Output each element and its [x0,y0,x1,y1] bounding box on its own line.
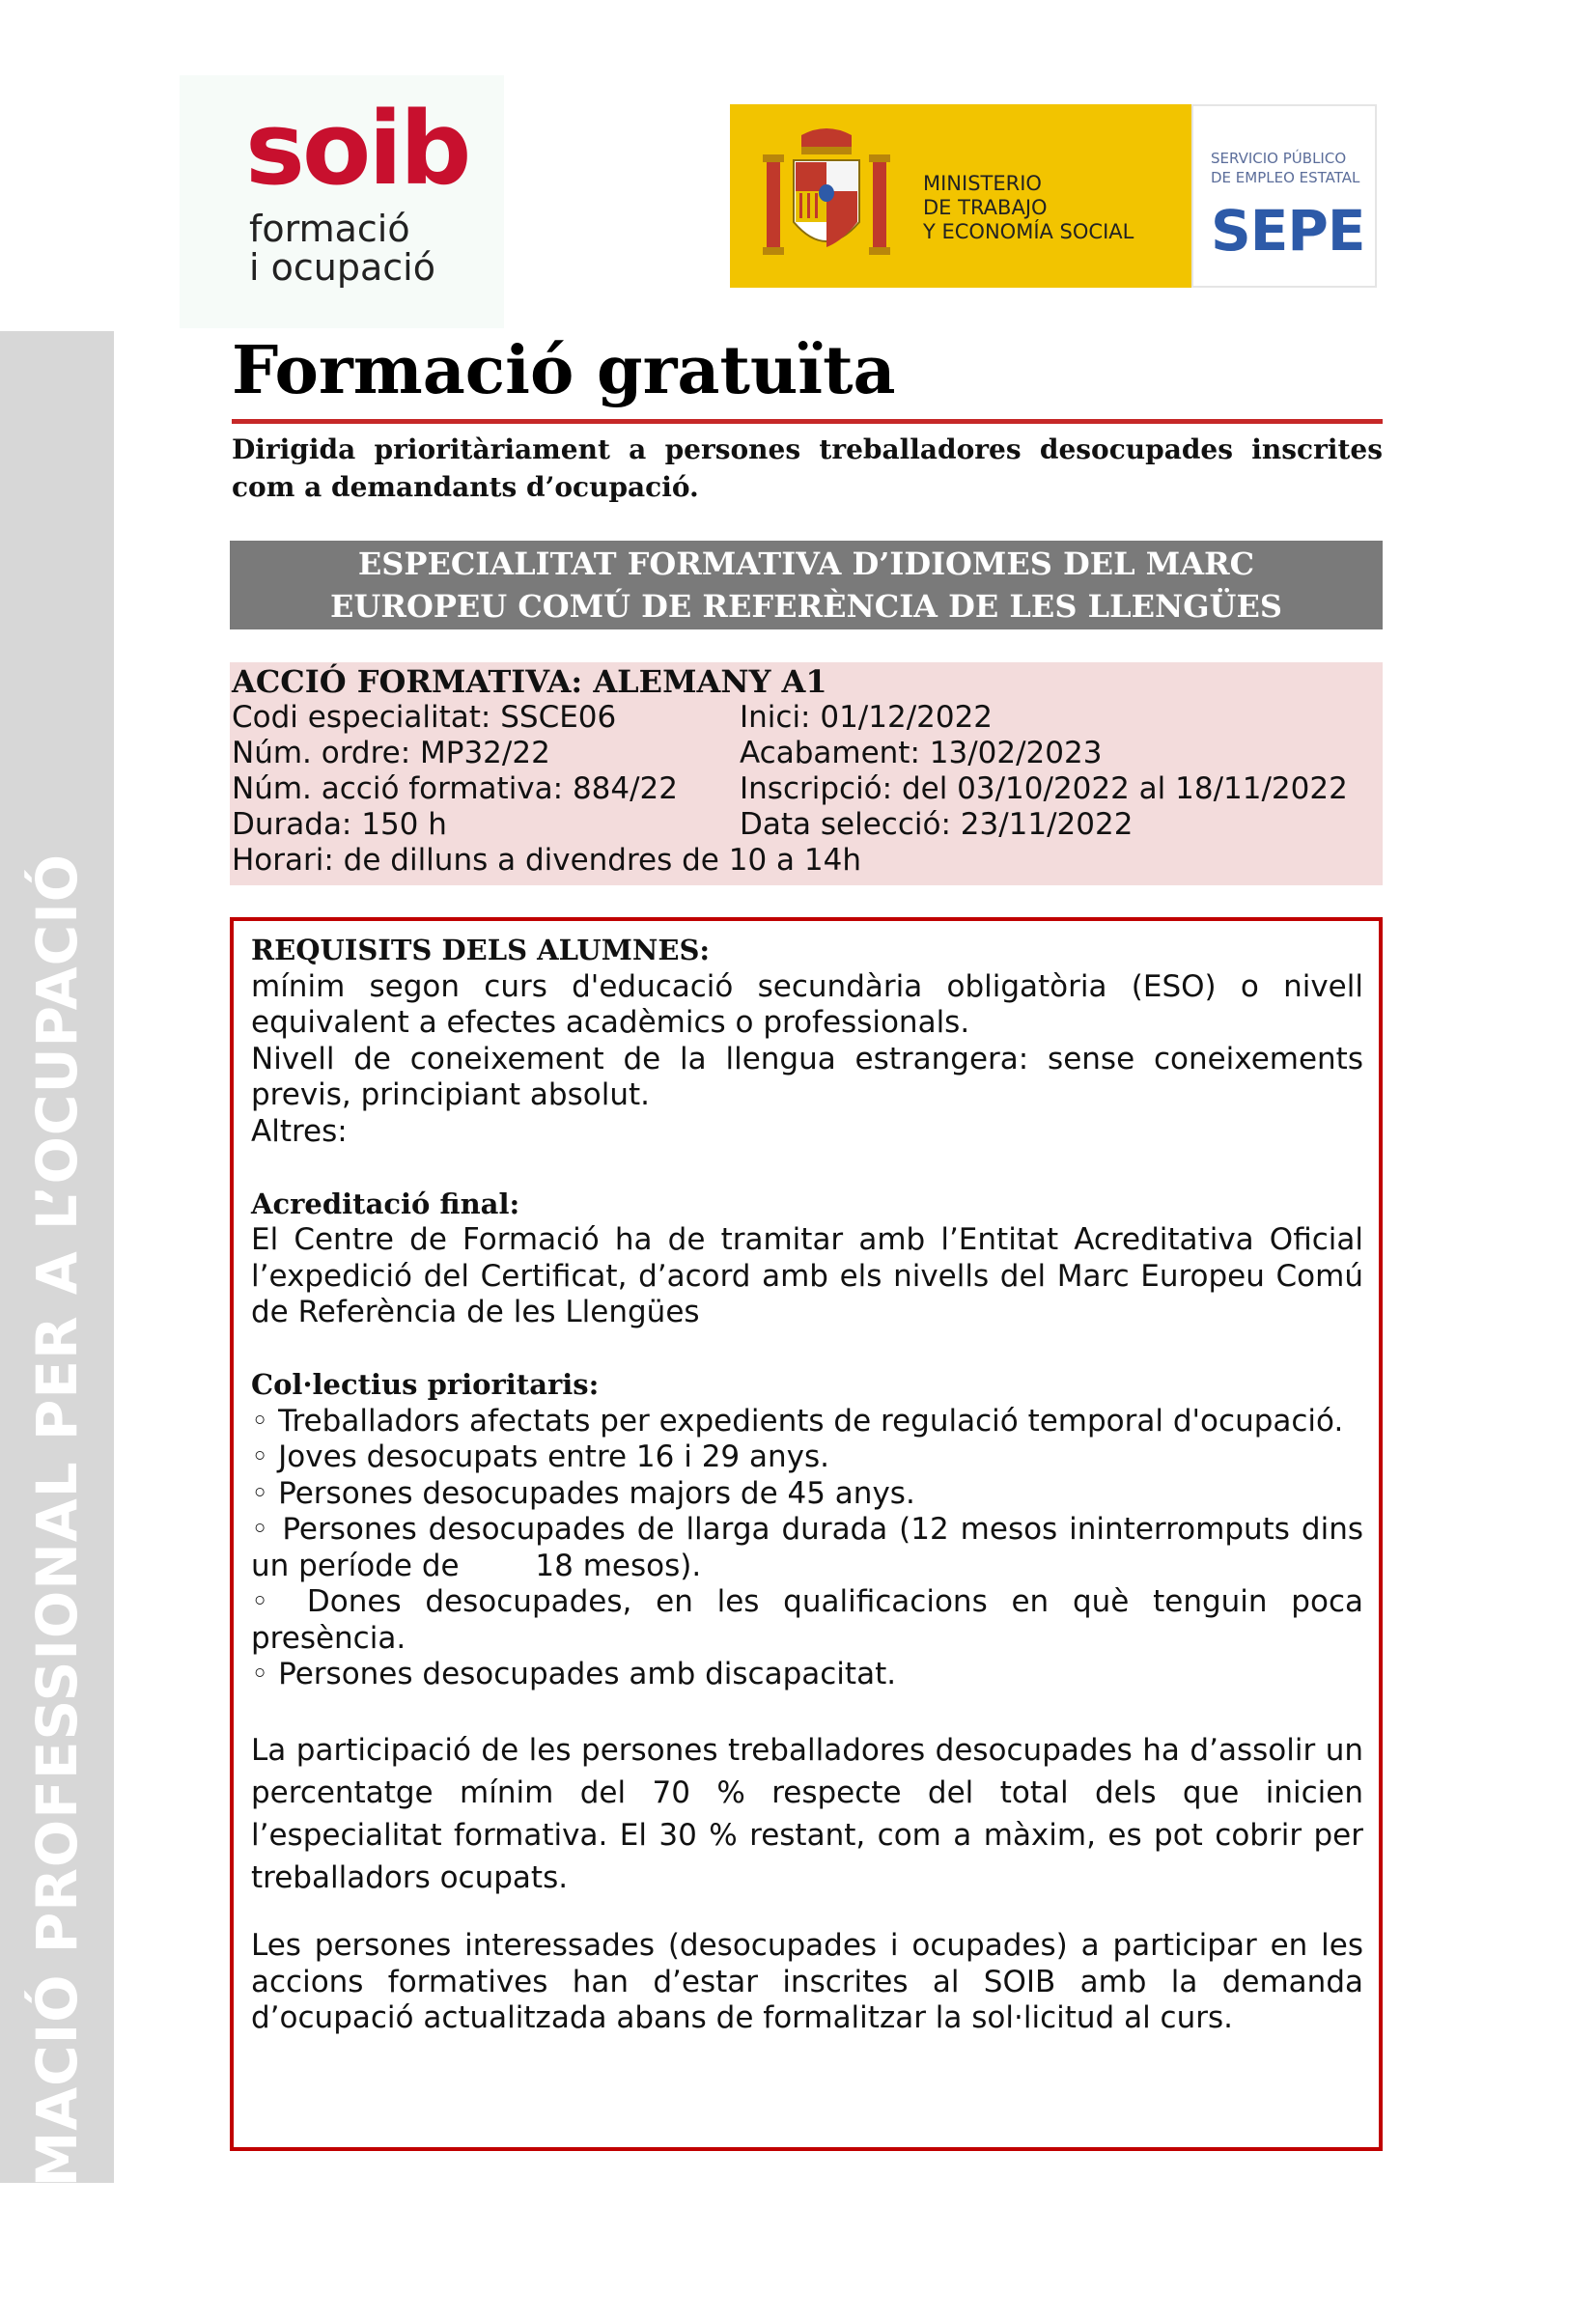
soib-logo-line1: formació [249,208,410,250]
course-end-date: Acabament: 13/02/2023 [740,736,1103,770]
list-item: ◦ Persones desocupades amb discapacitat. [251,1657,897,1691]
course-action-number: Núm. acció formativa: 884/22 [232,771,679,806]
ministry-line1: MINISTERIO [923,172,1042,195]
sepe-logo [1191,104,1377,288]
course-code: Codi especialitat: SSCE06 [232,700,617,735]
requirements-education: mínim segon curs d'educació secundària obligatòria (ESO) o nivell equivalent a efectes acadèmics o professionals. [251,968,1363,1040]
list-item: ◦ Treballadors afectats per expedients de regulació temporal d'ocupació. [251,1403,1344,1439]
requirements-language-level: Nivell de coneixement de la llengua estrangera: sense coneixements previs, principiant absolut. [251,1041,1363,1112]
course-registration-period: Inscripció: del 03/10/2022 al 18/11/2022 [740,771,1348,806]
ministry-logo [730,104,1191,288]
participation-text: La participació de les persones treballadores desocupades ha d’assolir un percentatge mínim del 70 % respecte del total dels que inicien l’especialitat formativa. El 30 % restant, com a màxim, es pot cobrir per treballadors ocupats. [251,1733,1363,1895]
page-title: Formació gratuïta [232,332,896,409]
soib-logo-word: soib [245,90,469,208]
sepe-logo-small [1211,149,1359,187]
list-item: ◦ Joves desocupats entre 16 i 29 anys. [251,1439,829,1474]
course-start-date: Inici: 01/12/2022 [740,700,994,735]
specialty-banner [230,541,1383,629]
course-info-block [230,662,1383,885]
sepe-line2: DE EMPLEO ESTATAL [1211,169,1360,186]
course-order-number: Núm. ordre: MP32/22 [232,736,550,770]
accreditation-heading: Acreditació final: [251,1187,520,1220]
course-selection-date: Data selecció: 23/11/2022 [740,807,1134,842]
requirements-box [230,917,1383,2151]
requirements-heading: REQUISITS DELS ALUMNES: [251,934,711,966]
soib-logo [180,75,504,328]
specialty-banner-line1: ESPECIALITAT FORMATIVA D’IDIOMES DEL MARC [357,545,1255,582]
priority-heading: Col·lectius prioritaris: [251,1368,600,1401]
list-item: ◦ Dones desocupades, en les qualificacions en què tenguin poca presència. [251,1584,1363,1656]
list-item: ◦ Persones desocupades majors de 45 anys. [251,1475,915,1511]
page-subtitle: Dirigida prioritàriament a persones treballadores desocupades inscrites com a demandants d’ocupació. [232,433,1383,503]
title-divider [232,419,1383,424]
course-heading: ACCIÓ FORMATIVA: ALEMANY A1 [232,663,827,700]
soib-logo-line2: i ocupació [249,246,435,289]
requirements-other: Altres: [251,1113,348,1149]
side-banner-text: FORMACIÓ PROFESSIONAL PER A L’OCUPACIÓ [24,852,90,2319]
accreditation-text: El Centre de Formació ha de tramitar amb l’Entitat Acreditativa Oficial l’expedició del Certificat, d’acord amb els nivells del Marc Europeu Comú de Referència de les Llengües [251,1222,1363,1329]
coat-of-arms-icon [759,126,894,268]
ministry-logo-text [923,172,1134,244]
specialty-banner-line2: EUROPEU COMÚ DE REFERÈNCIA DE LES LLENGÜES [330,588,1282,625]
registration-text: Les persones interessades (desocupades i ocupades) a participar en les accions formatives han d’estar inscrites al SOIB amb la demanda d’ocupació actualitzada abans de formalitzar la sol·licitud al curs. [251,1928,1363,2035]
side-banner [0,331,114,2319]
list-item: ◦ Persones desocupades de llarga durada (12 mesos ininterromputs dins un període de 18 mesos). [251,1512,1373,1583]
course-schedule: Horari: de dilluns a divendres de 10 a 14h [232,843,861,878]
ministry-line3: Y ECONOMÍA SOCIAL [923,220,1134,243]
sepe-logo-word: SEPE [1211,198,1365,264]
sepe-line1: SERVICIO PÚBLICO [1211,150,1347,167]
ministry-line2: DE TRABAJO [923,196,1048,219]
course-duration: Durada: 150 h [232,807,447,842]
